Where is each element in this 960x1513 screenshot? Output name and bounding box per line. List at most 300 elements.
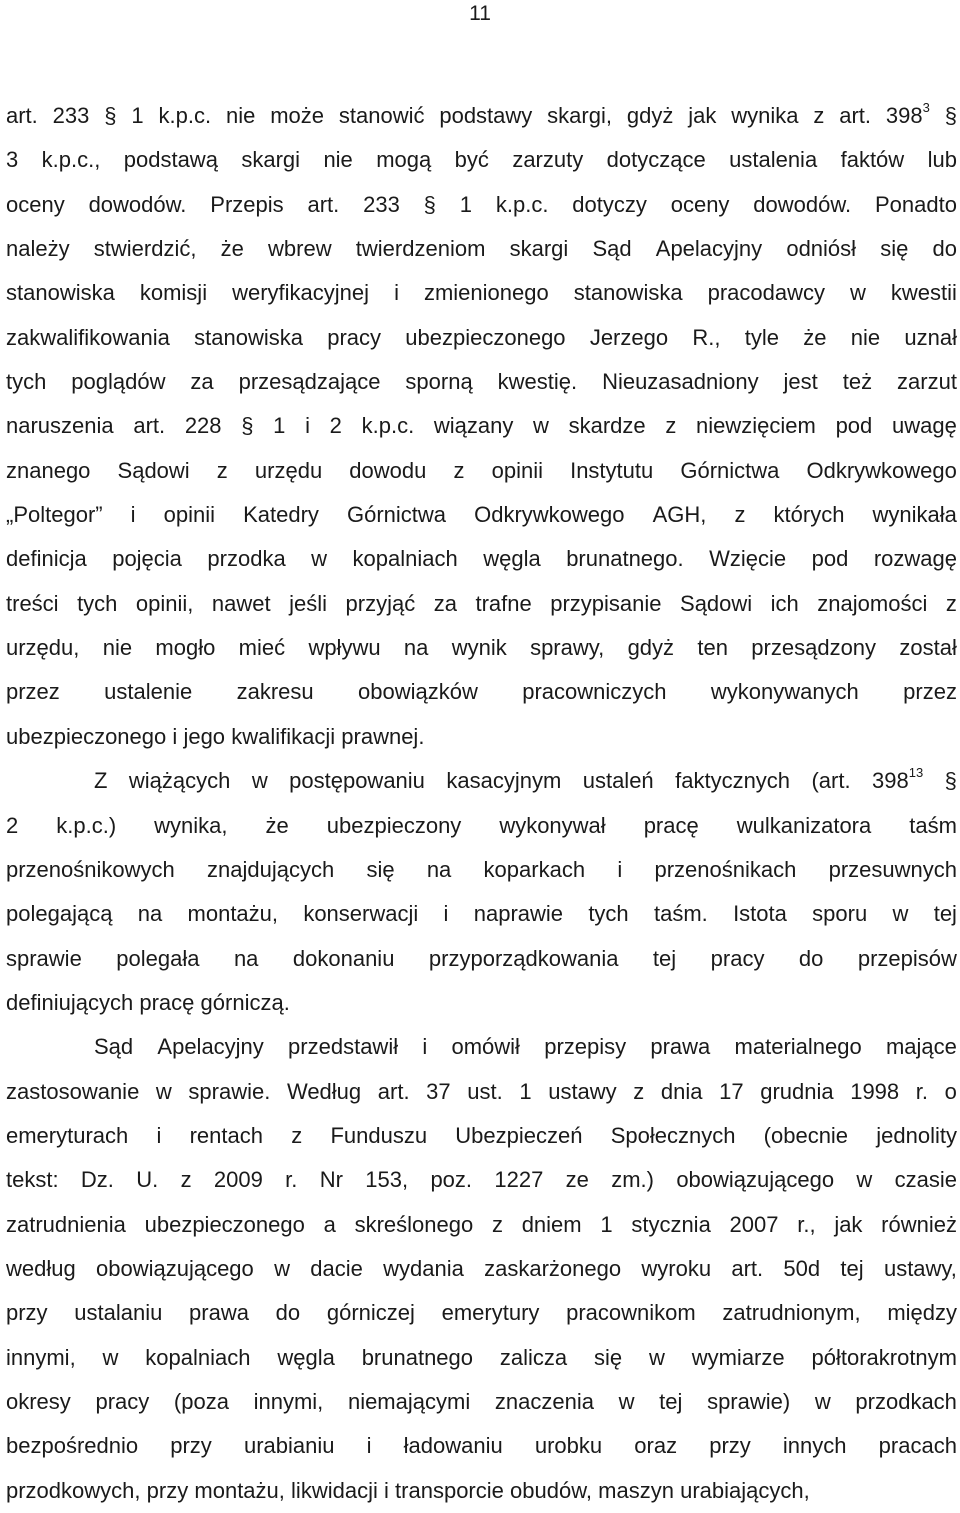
word: emeryturach	[6, 1122, 129, 1148]
text-line	[6, 183, 957, 227]
word: brunatnego.	[566, 546, 684, 572]
word: opinii	[163, 502, 216, 528]
word: pracodawcy	[707, 280, 825, 306]
word: przedstawił	[288, 1034, 399, 1060]
word: okresy	[6, 1388, 71, 1414]
text-line	[6, 1203, 957, 1247]
word: Funduszu	[330, 1122, 428, 1148]
word: może	[270, 103, 324, 128]
word: i	[443, 901, 449, 927]
word: 1	[519, 1078, 532, 1104]
word: że	[803, 324, 827, 350]
word: być	[454, 147, 489, 173]
word: sprawie.	[188, 1078, 271, 1104]
word: prawnej.	[341, 723, 425, 749]
word: U.	[136, 1167, 159, 1193]
word: odniósł	[786, 236, 857, 262]
word: niemającymi	[347, 1388, 471, 1414]
word: kwalifikacji	[231, 723, 336, 749]
word: Ponadto	[874, 191, 957, 217]
text-line	[6, 626, 957, 670]
word: Sądowi	[117, 457, 190, 483]
word: w	[618, 1388, 635, 1414]
word: 233	[363, 191, 400, 217]
word: wynik	[451, 635, 507, 661]
word: i	[130, 502, 136, 528]
word: Odkrywkowego	[806, 457, 957, 483]
word: a	[323, 1211, 336, 1237]
word: dotyczy	[572, 191, 647, 217]
word: grudnia	[760, 1078, 834, 1104]
word: pracownikom	[566, 1300, 696, 1326]
word: przy	[146, 1477, 189, 1503]
text-line	[6, 1158, 957, 1202]
word: przez	[6, 679, 60, 705]
word: 17	[719, 1078, 744, 1104]
word: „Poltegor”	[6, 502, 103, 528]
text-line	[6, 1025, 957, 1069]
word: Wzięcie	[709, 546, 787, 572]
word: Nieuzasadniony	[602, 369, 759, 395]
word: kopalniach	[352, 546, 458, 572]
word: pracy	[710, 945, 765, 971]
word: 228	[184, 413, 222, 439]
word: nie	[225, 103, 256, 128]
word: trafne	[475, 590, 532, 616]
word: nie	[102, 635, 133, 661]
word: mogło	[155, 635, 216, 661]
word: przyporządkowania	[428, 945, 619, 971]
word: też	[842, 369, 873, 395]
word: pod	[835, 413, 873, 439]
word: przenośnikach	[654, 856, 797, 882]
word: poglądów	[71, 369, 166, 395]
word: 1998	[850, 1078, 900, 1104]
word: likwidacji	[291, 1477, 378, 1503]
word: ustalenia	[729, 147, 818, 173]
word: 2	[6, 812, 19, 838]
word: §	[104, 103, 117, 128]
word: o	[944, 1078, 957, 1104]
word: maszyn	[598, 1477, 674, 1503]
word: Katedry	[243, 502, 319, 528]
word: z	[453, 457, 465, 483]
word: wyroku	[641, 1255, 712, 1281]
text-line	[6, 1114, 957, 1158]
text-line	[6, 1247, 957, 1291]
word: również	[881, 1211, 957, 1237]
word: §	[944, 103, 957, 128]
word: jak	[688, 103, 717, 128]
word: górniczą.	[200, 989, 290, 1015]
word: $398^3$	[885, 99, 930, 128]
word: z	[665, 413, 677, 439]
word: przy	[6, 1300, 48, 1326]
word: do	[275, 1300, 301, 1326]
word: Apelacyjny	[157, 1034, 264, 1060]
word: gdyż	[627, 635, 675, 661]
word: tych	[6, 369, 47, 395]
word: stwierdzić,	[93, 236, 197, 262]
word: 233	[52, 103, 90, 128]
word: z	[813, 103, 825, 128]
word: urobku	[534, 1433, 603, 1459]
word: Jerzego	[589, 324, 669, 350]
word: przez	[903, 679, 957, 705]
word: definicja	[6, 546, 87, 572]
word: z	[491, 1211, 503, 1237]
word: na	[403, 635, 429, 661]
word: Istota	[733, 901, 787, 927]
word: ubezpieczonego	[6, 723, 167, 749]
word: z	[633, 1078, 645, 1104]
word: Dz.	[80, 1167, 114, 1193]
word: obowiązującego	[676, 1167, 835, 1193]
word: 50d	[783, 1255, 821, 1281]
word: uwagę	[891, 413, 957, 439]
word: przyjąć	[345, 590, 416, 616]
text-line	[6, 1380, 957, 1424]
word: że	[220, 236, 244, 262]
word: wiążących	[128, 768, 231, 794]
word: mogą	[376, 147, 432, 173]
word: sprawy,	[530, 635, 605, 661]
word: przypisanie	[550, 590, 662, 616]
word: kwestii	[890, 280, 957, 306]
word: uznał	[904, 324, 957, 350]
word: się	[880, 236, 909, 262]
word: tyle	[744, 324, 779, 350]
word: dokonaniu	[292, 945, 395, 971]
word: urzędu	[254, 457, 323, 483]
word: zatrudnienia	[6, 1211, 126, 1237]
text-line	[6, 1336, 957, 1380]
word: w	[102, 1344, 119, 1370]
word: przy	[709, 1433, 751, 1459]
word: obudów,	[510, 1477, 593, 1503]
word: w	[648, 1344, 665, 1370]
word: rozwagę	[873, 546, 957, 572]
word: znaczenia	[494, 1388, 594, 1414]
word: rentach	[189, 1122, 263, 1148]
word: pracowniczych	[522, 679, 667, 705]
word: kopalniach	[145, 1344, 251, 1370]
word: Sąd	[94, 1034, 134, 1060]
word: że	[265, 812, 289, 838]
word: naprawie	[473, 901, 564, 927]
word: z	[734, 502, 746, 528]
word: zaskarżonego	[484, 1255, 622, 1281]
word: przesuwnych	[828, 856, 957, 882]
word: tych	[588, 901, 629, 927]
word: montażu,	[194, 1477, 285, 1503]
word: 1	[600, 1211, 613, 1237]
word: znajdujących	[207, 856, 335, 882]
word: ustaleń	[582, 768, 654, 794]
word: k.p.c.	[495, 191, 549, 217]
word: Przepis	[210, 191, 284, 217]
word: ustalenie	[104, 679, 193, 705]
word: pracę	[139, 989, 195, 1015]
word: w	[251, 768, 268, 794]
word: wykonywał	[499, 812, 606, 838]
word: gdyż	[626, 103, 674, 128]
word: czasie	[894, 1167, 957, 1193]
word: jeśli	[289, 590, 328, 616]
word: przenośnikowych	[6, 856, 175, 882]
word: oceny	[6, 191, 65, 217]
word: Apelacyjny	[655, 236, 763, 262]
word: (art.	[811, 768, 851, 794]
word: w	[155, 1078, 172, 1104]
word: dowodów.	[88, 191, 187, 217]
word: tych	[77, 590, 118, 616]
word: montażu,	[187, 901, 279, 927]
word: do	[798, 945, 824, 971]
word: opinii,	[135, 590, 194, 616]
text-line	[6, 582, 957, 626]
word: prawa	[189, 1300, 249, 1326]
word: węgla	[483, 546, 541, 572]
word: sprawie)	[707, 1388, 791, 1414]
word: zastosowanie	[6, 1078, 140, 1104]
word: tej	[652, 945, 677, 971]
word: transporcie	[395, 1477, 504, 1503]
word: Górnictwa	[347, 502, 447, 528]
word: podstawą	[123, 147, 218, 173]
word: wpływu	[308, 635, 381, 661]
word: Odkrywkowego	[474, 502, 625, 528]
word: art.	[6, 103, 38, 128]
word: Sąd	[592, 236, 632, 262]
word: między	[887, 1300, 957, 1326]
word: wynika	[731, 103, 799, 128]
word: art.	[839, 103, 871, 128]
word: dotyczące	[606, 147, 706, 173]
word: węgla	[277, 1344, 335, 1370]
word: według	[6, 1255, 76, 1281]
word: urabiających,	[680, 1477, 810, 1503]
word: pracy	[327, 324, 382, 350]
word: ustawy,	[883, 1255, 957, 1281]
word: 1	[273, 413, 286, 439]
word: się	[366, 856, 395, 882]
text-line	[6, 404, 957, 448]
word: treści	[6, 590, 59, 616]
word: 2007	[729, 1211, 779, 1237]
word: przepisy	[544, 1034, 627, 1060]
word: ładowaniu	[403, 1433, 503, 1459]
text-line	[6, 360, 957, 404]
word: 1	[131, 103, 144, 128]
word: pod	[811, 546, 849, 572]
word: zakwalifikowania	[6, 324, 170, 350]
text-line	[6, 1070, 957, 1114]
word: i	[156, 1122, 162, 1148]
word: zarzut	[897, 369, 957, 395]
word: wbrew	[268, 236, 332, 262]
word: tej	[659, 1388, 683, 1414]
word: ten	[697, 635, 728, 661]
word: zarzuty	[512, 147, 584, 173]
word: 2	[329, 413, 342, 439]
word: Z	[94, 768, 108, 794]
word: nawet	[211, 590, 271, 616]
word: jak	[834, 1211, 863, 1237]
word: faktów	[840, 147, 905, 173]
word: Górnictwa	[680, 457, 780, 483]
word: oceny	[670, 191, 730, 217]
word: stanowić	[338, 103, 425, 128]
word: zm.)	[611, 1167, 654, 1193]
word: i	[305, 413, 310, 439]
word: k.p.c.,	[41, 147, 101, 173]
word: emerytury	[441, 1300, 540, 1326]
word: przy	[170, 1433, 212, 1459]
word: materialnego	[734, 1034, 862, 1060]
word: 153,	[365, 1167, 409, 1193]
word: znajomości	[817, 590, 928, 616]
word: nie	[323, 147, 353, 173]
text-line	[6, 138, 957, 182]
word: przesądzony	[751, 635, 877, 661]
word: bezpośrednio	[6, 1433, 139, 1459]
word: tej	[933, 901, 957, 927]
word: znanego	[6, 457, 91, 483]
word: i	[422, 1034, 428, 1060]
page-number: 11	[469, 2, 491, 25]
word: ubezpieczony	[326, 812, 462, 838]
word: naruszenia	[6, 413, 114, 439]
word: kasacyjnym	[446, 768, 562, 794]
text-line	[6, 848, 957, 892]
word: (obecnie	[763, 1122, 849, 1148]
word: górniczej	[326, 1300, 415, 1326]
word: przesądzające	[238, 369, 381, 395]
word: 1	[459, 191, 473, 217]
word: nie	[850, 324, 881, 350]
word: taśm	[909, 812, 957, 838]
word: §	[241, 413, 254, 439]
word: brunatnego	[361, 1344, 474, 1370]
word: za	[433, 590, 457, 616]
word: w	[274, 1255, 290, 1281]
word: polegała	[116, 945, 200, 971]
word: ust.	[467, 1078, 503, 1104]
word: stycznia	[631, 1211, 711, 1237]
word: lub	[927, 147, 957, 173]
word: na	[137, 901, 163, 927]
word: wiązany	[433, 413, 514, 439]
word: dacie	[310, 1255, 363, 1281]
word: zmienionego	[423, 280, 549, 306]
word: wykonywanych	[710, 679, 859, 705]
word: pojęcia	[112, 546, 182, 572]
word: prawa	[650, 1034, 711, 1060]
word: wynika,	[154, 812, 228, 838]
word: 1227	[494, 1167, 544, 1193]
word: przodka	[207, 546, 286, 572]
word: konserwacji	[303, 901, 419, 927]
word: Według	[286, 1078, 362, 1104]
word: i	[384, 1477, 389, 1503]
word: skargi	[241, 147, 301, 173]
word: weryfikacyjnej	[232, 280, 370, 306]
document-body	[6, 94, 957, 1513]
word: pracę	[643, 812, 699, 838]
word: faktycznych	[675, 768, 791, 794]
word: stanowiska	[6, 280, 115, 306]
word: Sądowi	[680, 590, 753, 616]
word: kwestię.	[497, 369, 578, 395]
word: Instytutu	[570, 457, 654, 483]
word: obowiązującego	[96, 1255, 254, 1281]
word: pracy	[95, 1388, 150, 1414]
word: i	[366, 1433, 372, 1459]
word: podstawy	[439, 103, 533, 128]
word: Społecznych	[610, 1122, 736, 1148]
word: innymi,	[6, 1344, 76, 1370]
text-line	[6, 94, 957, 138]
word: jego	[183, 723, 226, 749]
word: mieć	[238, 635, 286, 661]
word: ze	[565, 1167, 589, 1193]
word: urabianiu	[243, 1433, 335, 1459]
word: należy	[6, 236, 70, 262]
word: przepisów	[857, 945, 957, 971]
word: urzędu,	[6, 635, 80, 661]
word: r.,	[797, 1211, 816, 1237]
word: art.	[731, 1255, 764, 1281]
word: mające	[885, 1034, 957, 1060]
word: sprawie	[6, 945, 82, 971]
word: opinii	[491, 457, 543, 483]
text-line	[6, 271, 957, 315]
word: dowodu	[349, 457, 427, 483]
word: na	[426, 856, 452, 882]
text-line	[6, 493, 957, 537]
word: tekst:	[6, 1167, 59, 1193]
word: przodkach	[855, 1388, 957, 1414]
word: k.p.c.)	[56, 812, 117, 838]
word: z	[945, 590, 957, 616]
word: i	[172, 723, 178, 749]
word: postępowaniu	[289, 768, 425, 794]
word: (poza	[173, 1388, 229, 1414]
word: ustalaniu	[74, 1300, 163, 1326]
word: art.	[133, 413, 166, 439]
word: tej	[840, 1255, 864, 1281]
word: zatrudnionym,	[722, 1300, 861, 1326]
word: stanowiska	[573, 280, 683, 306]
word: jednolity	[876, 1122, 957, 1148]
text-line	[6, 715, 957, 759]
word: w	[311, 546, 328, 572]
word: omówił	[451, 1034, 520, 1060]
word: $398^{13}$	[872, 764, 924, 794]
word: taśm.	[653, 901, 708, 927]
text-line	[6, 1291, 957, 1335]
word: w	[814, 1388, 831, 1414]
word: sporu	[812, 901, 868, 927]
word: 3	[6, 147, 19, 173]
word: r.	[285, 1167, 298, 1193]
word: w	[533, 413, 549, 439]
word: dnia	[660, 1078, 703, 1104]
word: z	[216, 457, 228, 483]
word: stanowiska	[194, 324, 303, 350]
word: art.	[377, 1078, 410, 1104]
